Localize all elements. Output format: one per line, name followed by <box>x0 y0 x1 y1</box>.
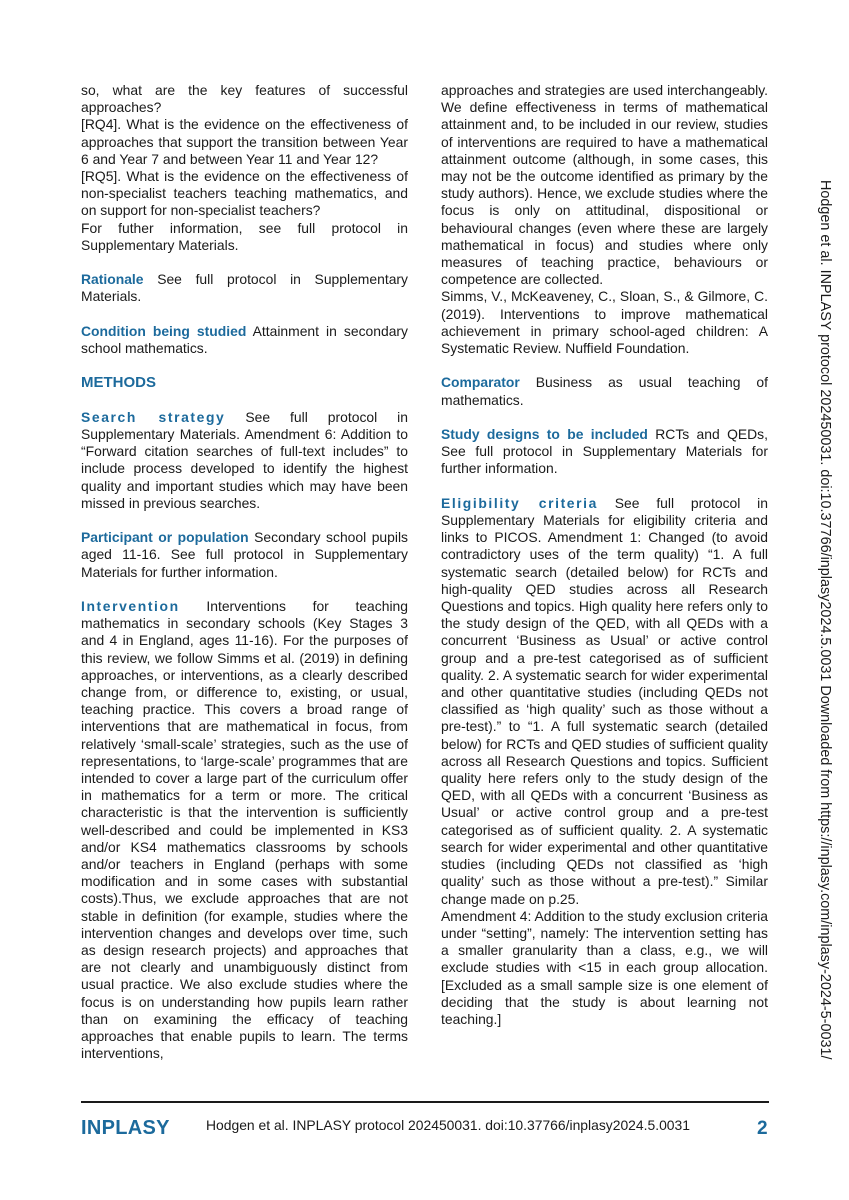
search-strategy-heading: Search strategy <box>81 408 226 425</box>
participant-heading: Participant or population <box>81 529 249 546</box>
footer-citation: Hodgen et al. INPLASY protocol 202450031. doi:10.37766/inplasy2024.5.0031 <box>206 1117 690 1133</box>
rationale-text: See full protocol in Supplementary Materials. <box>81 271 408 305</box>
intervention-continued: approaches and strategies are used interchangeably. We define effectiveness in terms of mathematical attainment and, to be included in our review, studies of interventions are required to have a mathematical attainment outcome (although, in some cases, this may not be the outcome identified as primary by the study authors). Hence, we exclude studies where the focus is only on attitudinal, dispositional or behavioural changes (even where these are largely mathematical in focus) and studies where only measures of teaching practice, behaviours or competence are collected. <box>441 82 768 288</box>
comparator-heading: Comparator <box>441 374 520 391</box>
right-column <box>441 82 768 1028</box>
eligibility-text: See full protocol in Supplementary Materials for eligibility criteria and links to PICOS. Amendment 1: Changed (to avoid contradictory uses of the term quality) “1. A full systematic search (detailed below) for RCTs and high-quality QED studies across all Research Questions and topics. High quality here refers only to the study design of the QED, with all QEDs with a concurrent ‘Business as Usual’ or active control group and a pre-test categorised as of sufficient quality. 2. A systematic search for wider experimental and other quantitative studies (including QEDs not classified as ‘high quality’ such as those without a pre-test).” to “1. A full systematic search (detailed below) for RCTs and QED studies of sufficient quality across all Research Questions and topics. Sufficient quality here refers only to the study design of the QED, with all QEDs with a concurrent ‘Business as Usual’ or active control group and a pre-test categorised as of sufficient quality. 2. A systematic search for wider experimental and other quantitative studies (including QEDs not classified as ‘high quality’ such as those without a pre-test).” Similar change made on p.25. <box>441 494 768 907</box>
condition-heading: Condition being studied <box>81 322 247 339</box>
participant-section <box>81 529 408 581</box>
rq-intro-tail: so, what are the key features of successful approaches? <box>81 82 408 116</box>
page-number: 2 <box>757 1118 768 1139</box>
research-question-5: [RQ5]. What is the evidence on the effectiveness of non-specialist teachers teaching mathematics, and on support for non-specialist teachers? <box>81 168 408 219</box>
methods-heading: METHODS <box>81 374 156 392</box>
eligibility-heading: Eligibility criteria <box>441 494 598 511</box>
intervention-heading: Intervention <box>81 598 180 614</box>
rationale-heading: Rationale <box>81 271 144 288</box>
footer-divider <box>81 1101 769 1103</box>
side-download-reference: Hodgen et al. INPLASY protocol 202450031. doi:10.37766/inplasy2024.5.0031 Downloaded from https://inplasy.com/inplasy-2024-5-0031/ <box>817 180 833 1060</box>
footer-brand-logo: INPLASY <box>81 1117 170 1139</box>
further-info-note: For futher information, see full protocol in Supplementary Materials. <box>81 219 408 253</box>
condition-text: Attainment in secondary school mathematics. <box>81 322 408 357</box>
intervention-section <box>81 598 408 1062</box>
intervention-text: Interventions for teaching mathematics in secondary schools (Key Stages 3 and 4 in England, ages 11-16). For the purposes of this review, we follow Simms et al. (2019) in defining approaches, or interventions, as a clearly described change from, or difference to, existing, or usual, teaching practice. This covers a broad range of interventions that are mathematical in focus, from relatively ‘small-scale’ strategies, such as the use of representations, to ‘large-scale’ programmes that are intended to cover a large part of the curriculum offer in mathematics for a term or more. The critical characteristic is that the intervention is sufficiently well-described and could be implemented in KS3 and/or KS4 mathematics classrooms by schools and/or teachers in England (perhaps with some modification and in some cases with substantial costs).Thus, we exclude approaches that are not stable in definition (for example, studies where the intervention changes and develops over time, such as design research projects) and approaches that are not clearly and unambiguously distinct from usual practice. We also exclude studies where the focus is on understanding how pupils learn rather than on examining the efficacy of teaching approaches that enable pupils to learn. The terms interventions, <box>81 598 408 1062</box>
left-column <box>81 82 408 1062</box>
rationale-section <box>81 271 408 305</box>
study-designs-text: RCTs and QEDs, See full protocol in Supplementary Materials for further information. <box>441 426 768 477</box>
eligibility-section <box>441 495 768 908</box>
study-designs-section <box>441 426 768 478</box>
comparator-section <box>441 374 768 408</box>
comparator-text: Business as usual teaching of mathematics. <box>441 374 768 408</box>
reference-simms: Simms, V., McKeaveney, C., Sloan, S., & Gilmore, C. (2019). Interventions to improve mathematical achievement in primary school-aged children: A Systematic Review. Nuffield Foundation. <box>441 288 768 357</box>
search-strategy-text: See full protocol in Supplementary Materials. Amendment 6: Addition to “Forward citation searches of full-text includes” to include process developed to identify the highest quality and important studies which may have been missed in previous searches. <box>81 408 408 511</box>
study-designs-heading: Study designs to be included <box>441 426 648 443</box>
search-strategy-section <box>81 409 408 512</box>
condition-section <box>81 323 408 357</box>
research-question-4: [RQ4]. What is the evidence on the effectiveness of approaches that support the transition between Year 6 and Year 7 and between Year 11 and Year 12? <box>81 116 408 167</box>
participant-text: Secondary school pupils aged 11-16. See full protocol in Supplementary Materials for further information. <box>81 529 409 580</box>
amendment-4: Amendment 4: Addition to the study exclusion criteria under “setting”, namely: The intervention setting has a smaller granularity than a class, e.g., we will exclude studies with <15 in each group allocation. [Excluded as a small sample size is one element of deciding that the study is about learning not teaching.] <box>441 907 768 1027</box>
